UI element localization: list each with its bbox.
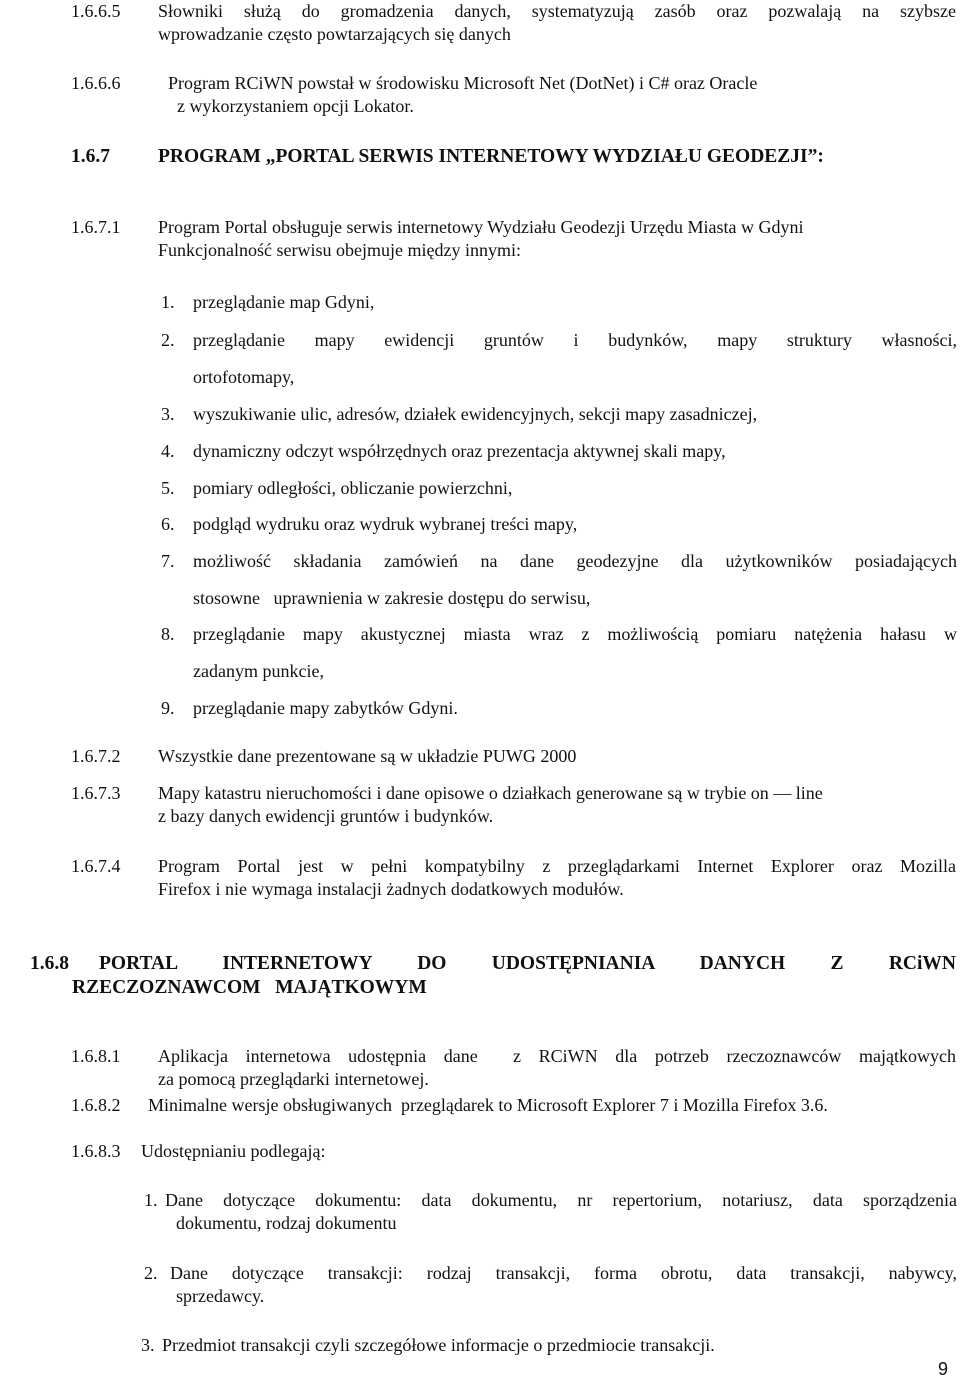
section-number: 1.6.8.3 <box>71 1141 121 1161</box>
list-item-text: podgląd wydruku oraz wydruk wybranej treści mapy, <box>193 514 578 534</box>
paragraph-line: z wykorzystaniem opcji Lokator. <box>177 96 414 116</box>
paragraph-line: Aplikacja internetowa udostępnia dane z RCiWN dla potrzeb rzeczoznawców majątkowych <box>158 1046 956 1066</box>
list-item-number: 9. <box>161 698 175 718</box>
list-item-text-cont: sprzedawcy. <box>176 1286 265 1306</box>
heading-title: PROGRAM „PORTAL SERWIS INTERNETOWY WYDZIAŁU GEODEZJI”: <box>158 146 824 167</box>
list-item-text: Przedmiot transakcji czyli szczegółowe informacje o przedmiocie transakcji. <box>162 1335 715 1355</box>
paragraph-line: Słowniki służą do gromadzenia danych, systematyzują zasób oraz pozwalają na szybsze <box>158 1 956 21</box>
section-number: 1.6.6.6 <box>71 73 121 93</box>
paragraph-line: Wszystkie dane prezentowane są w układzie PUWG 2000 <box>158 746 577 766</box>
list-item-number: 5. <box>161 478 175 498</box>
section-number: 1.6.8.2 <box>71 1095 121 1115</box>
heading-number: 1.6.7 <box>71 146 110 167</box>
heading-number: 1.6.8 <box>30 953 69 974</box>
heading-title: PORTAL INTERNETOWY DO UDOSTĘPNIANIA DANYCH Z RCiWN <box>99 953 956 974</box>
heading-title-cont: RZECZOZNAWCOM MAJĄTKOWYM <box>72 977 427 998</box>
list-item-number: 2. <box>161 330 175 350</box>
paragraph-line: Program Portal obsługuje serwis internetowy Wydziału Geodezji Urzędu Miasta w Gdyni <box>158 217 804 237</box>
list-item-text: wyszukiwanie ulic, adresów, działek ewidencyjnych, sekcji mapy zasadniczej, <box>193 404 758 424</box>
paragraph-line: Funkcjonalność serwisu obejmuje między innymi: <box>158 240 521 260</box>
list-item-number: 4. <box>161 441 175 461</box>
paragraph-line: Mapy katastru nieruchomości i dane opisowe o działkach generowane są w trybie on — line <box>158 783 823 803</box>
paragraph-line: Minimalne wersje obsługiwanych przeglądarek to Microsoft Explorer 7 i Mozilla Firefox 3.6. <box>148 1095 828 1115</box>
list-item-text-cont: dokumentu, rodzaj dokumentu <box>176 1213 397 1233</box>
list-item-text: przeglądanie mapy zabytków Gdyni. <box>193 698 458 718</box>
list-item-text-cont: ortofotomapy, <box>193 367 295 387</box>
list-item-text: przeglądanie map Gdyni, <box>193 292 375 312</box>
section-number: 1.6.8.1 <box>71 1046 121 1066</box>
list-item-text: pomiary odległości, obliczanie powierzchni, <box>193 478 513 498</box>
list-item-number: 6. <box>161 514 175 534</box>
section-number: 1.6.6.5 <box>71 1 121 21</box>
list-item-text: przeglądanie mapy akustycznej miasta wraz z możliwością pomiaru natężenia hałasu w <box>193 624 957 644</box>
list-item-text-cont: stosowne uprawnienia w zakresie dostępu do serwisu, <box>193 588 591 608</box>
page-number: 9 <box>938 1359 949 1379</box>
section-number: 1.6.7.1 <box>71 217 121 237</box>
section-number: 1.6.7.2 <box>71 746 121 766</box>
list-item-text: Dane dotyczące dokumentu: data dokumentu, nr repertorium, notariusz, data sporządzenia <box>165 1190 957 1210</box>
paragraph-line: Program RCiWN powstał w środowisku Microsoft Net (DotNet) i C# oraz Oracle <box>168 73 758 93</box>
section-number: 1.6.7.3 <box>71 783 121 803</box>
list-item-text-cont: zadanym punkcie, <box>193 661 324 681</box>
paragraph-line: za pomocą przeglądarki internetowej. <box>158 1069 429 1089</box>
paragraph-line: z bazy danych ewidencji gruntów i budynków. <box>158 806 494 826</box>
list-item-number: 1. <box>144 1190 158 1210</box>
paragraph-line: Firefox i nie wymaga instalacji żadnych dodatkowych modułów. <box>158 879 624 899</box>
list-item-number: 7. <box>161 551 175 571</box>
paragraph-line: Udostępnianiu podlegają: <box>141 1141 326 1161</box>
list-item-number: 8. <box>161 624 175 644</box>
paragraph-line: wprowadzanie często powtarzających się danych <box>158 24 511 44</box>
list-item-number: 3. <box>141 1335 155 1355</box>
list-item-number: 2. <box>144 1263 158 1283</box>
list-item-number: 1. <box>161 292 175 312</box>
list-item-number: 3. <box>161 404 175 424</box>
section-number: 1.6.7.4 <box>71 856 121 876</box>
paragraph-line: Program Portal jest w pełni kompatybilny z przeglądarkami Internet Explorer oraz Mozilla <box>158 856 956 876</box>
list-item-text: dynamiczny odczyt współrzędnych oraz prezentacja aktywnej skali mapy, <box>193 441 726 461</box>
list-item-text: przeglądanie mapy ewidencji gruntów i budynków, mapy struktury własności, <box>193 330 957 350</box>
list-item-text: możliwość składania zamówień na dane geodezyjne dla użytkowników posiadających <box>193 551 957 571</box>
list-item-text: Dane dotyczące transakcji: rodzaj transakcji, forma obrotu, data transakcji, nabywcy, <box>170 1263 957 1283</box>
